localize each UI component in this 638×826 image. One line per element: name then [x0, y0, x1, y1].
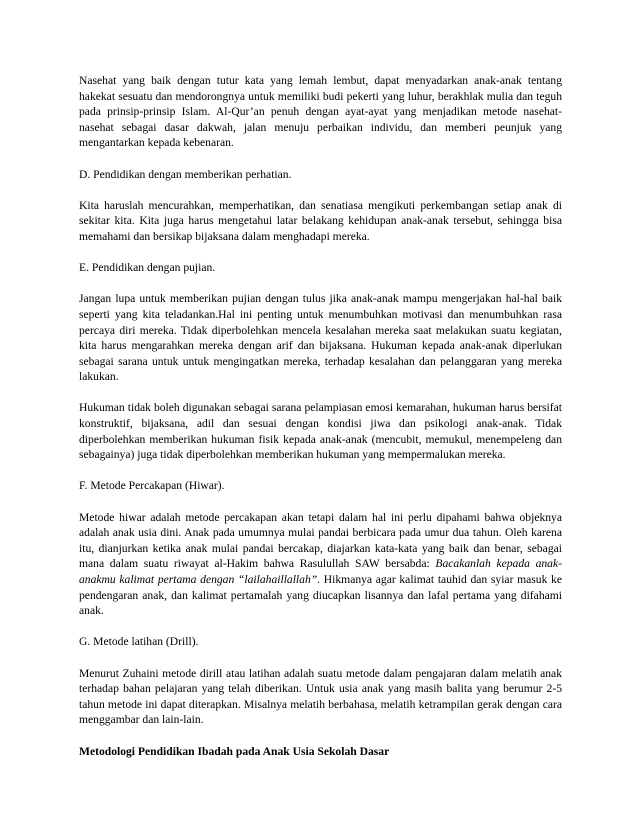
heading-d-perhatian: D. Pendidikan dengan memberikan perhatian. [79, 167, 292, 181]
paragraph-pujian: Jangan lupa untuk memberikan pujian dengan tulus jika anak-anak mampu mengerjakan hal-hal baik seperti yang kita teladankan.Hal ini penting untuk menumbuhkan motivasi dan menumbuhkan rasa percaya diri mereka. Tidak diperbolehkan mencela kesalahan mereka saat melakukan suatu kegiatan, kita harus mengarahkan mereka dengan arif dan bijaksana. Hukuman kepada anak-anak diperlukan sebagai sarana untuk untuk mengingatkan mereka, terhadap kesalahan dan pelanggaran yang mereka lakukan. [79, 292, 562, 384]
heading-g-drill: G. Metode latihan (Drill). [79, 635, 199, 649]
hadith-quote: Bacakanlah kepada anak-anakmu kalimat pertama dengan “lailahaillallah”. [79, 557, 562, 586]
paragraph-drill: Menurut Zuhaini metode dirill atau latihan adalah suatu metode dalam pengajaran dalam melatih anak terhadap bahan pelajaran yang telah diberikan. Untuk usia anak yang masih balita yang berumur 2-5 tahun metode ini dapat diterapkan. Misalnya melatih berbahasa, melatih ketrampilan gerak dengan cara menggambar dan lain-lain. [79, 666, 562, 727]
heading-metodologi-ibadah: Metodologi Pendidikan Ibadah pada Anak Usia Sekolah Dasar [79, 744, 390, 758]
paragraph-hiwar-continuation: Hikmanya agar kalimat tauhid dan syiar masuk ke pendengaran anak, dan kalimat pertamalah yang diucapkan lisannya dan lafal pertama yang difahami anak. [79, 573, 562, 618]
heading-f-hiwar: F. Metode Percakapan (Hiwar). [79, 479, 225, 493]
paragraph-nasehat: Nasehat yang baik dengan tutur kata yang lemah lembut, dapat menyadarkan anak-anak tentang hakekat sesuatu dan mendorongnya untuk memiliki budi pekerti yang luhur, berakhlak mulia dan teguh pada prinsip-prinsip Islam. Al-Qur’an penuh dengan ayat-ayat yang menjadikan metode nasehat-nasehat sebagai dasar dakwah, jalan menuju perbaikan individu, dan memberi peunjuk yang mengantarkan kepada kebenaran. [79, 74, 562, 150]
paragraph-hiwar-text: Metode hiwar adalah metode percakapan akan tetapi dalam hal ini perlu dipahami bahwa objeknya adalah anak usia dini. Anak pada umumnya mulai pandai berbicara pada umur dua tahun. Oleh karena itu, dianjurkan ketika anak mulai pandai bercakap, diajarkan kata-kata yang baik dan benar, sebagai mana dalam suatu riwayat al-Hakim bahwa Rasulullah SAW bersabda: [79, 510, 562, 571]
document-body [79, 73, 562, 775]
heading-e-pujian: E. Pendidikan dengan pujian. [79, 261, 216, 275]
paragraph-hukuman: Hukuman tidak boleh digunakan sebagai sarana pelampiasan emosi kemarahan, hukuman harus bersifat konstruktif, bijaksana, adil dan sesuai dengan kondisi jiwa dan psikologi anak-anak. Tidak diperbolehkan memberikan hukuman fisik kepada anak-anak (mencubit, memukul, menempeleng dan sebagainya) juga tidak diperbolehkan memberikan hukuman yang mempermalukan mereka. [79, 401, 562, 462]
paragraph-perhatian: Kita haruslah mencurahkan, memperhatikan, dan senatiasa mengikuti perkembangan setiap anak di sekitar kita. Kita juga harus mengetahui latar belakang kehidupan anak-anak tersebut, sehingga bisa memahami dan bersikap bijaksana dalam menghadapi mereka. [79, 198, 562, 243]
paragraph-hiwar [79, 510, 562, 619]
